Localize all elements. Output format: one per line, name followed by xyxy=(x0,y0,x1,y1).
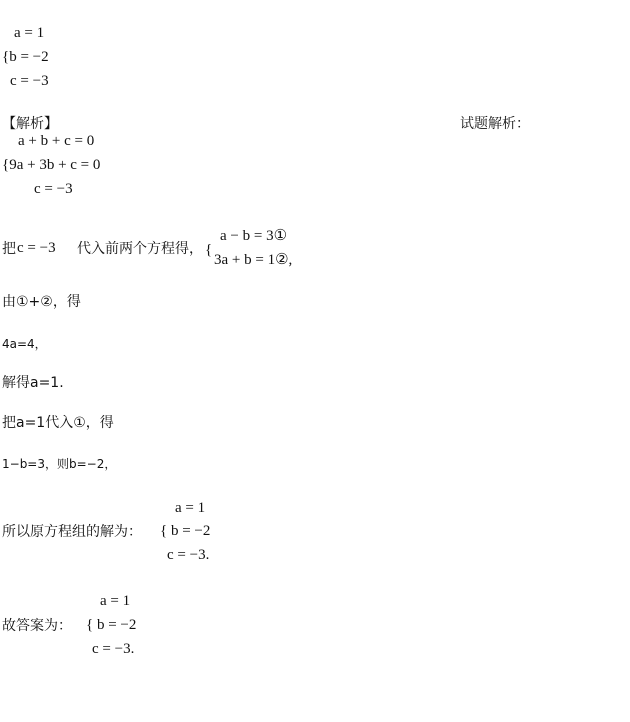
answer-top-line3: c = −3 xyxy=(10,73,49,89)
final-line2: { b = −2 xyxy=(86,617,137,633)
system-line2: {9a + 3b + c = 0 xyxy=(2,157,101,173)
solution-line3: c = −3. xyxy=(167,547,210,563)
step-eq-b: 1−b=3，则b=−2， xyxy=(2,457,117,471)
substitute-brace: { xyxy=(205,242,213,258)
substitute-expr: c = −3 xyxy=(17,240,56,256)
step-4a: 4a=4， xyxy=(2,337,47,351)
substitute-eq2: 3a + b = 1②, xyxy=(214,252,293,268)
final-line3: c = −3. xyxy=(92,641,135,657)
system-line3: c = −3 xyxy=(34,181,73,197)
final-line1: a = 1 xyxy=(100,593,131,609)
step-sub-a: 把a=1代入①，得 xyxy=(2,415,114,431)
solution-line2: { b = −2 xyxy=(160,523,211,539)
step-add: 由①+②，得 xyxy=(2,294,81,310)
system-line1: a + b + c = 0 xyxy=(18,133,95,149)
analysis-header: 【解析】 xyxy=(2,116,58,132)
solution-label: 所以原方程组的解为： xyxy=(2,524,142,540)
solution-line1: a = 1 xyxy=(175,500,206,516)
trial-analysis-label: 试题解析： xyxy=(460,116,530,132)
final-label: 故答案为： xyxy=(2,618,72,634)
answer-top-line1: a = 1 xyxy=(14,25,45,41)
substitute-eq1: a − b = 3① xyxy=(220,228,288,244)
substitute-prefix: 把 xyxy=(2,241,16,257)
step-solve-a: 解得a=1. xyxy=(2,375,64,391)
answer-top-line2: {b = −2 xyxy=(2,49,49,65)
substitute-suffix: 代入前两个方程得， xyxy=(77,241,203,257)
